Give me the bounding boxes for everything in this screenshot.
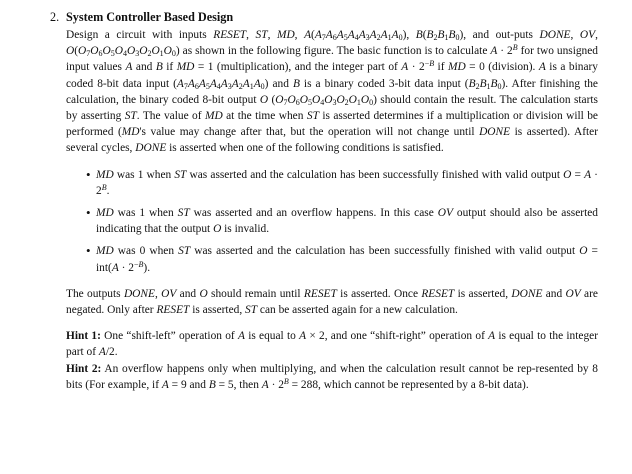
outputs-paragraph: The outputs DONE, OV and O should remain until RESET is asserted. Once RESET is asserted, DONE and OV are negated. Only after RESET is asserted, ST can be asserted again for a new calculation.: [66, 287, 598, 317]
hint-2-label: Hint 2:: [66, 362, 102, 375]
section-body: [66, 27, 598, 393]
hint-1-label: Hint 1:: [66, 330, 101, 343]
list-item: • MD was 1 when ST was asserted and an overflow happens. In this case OV output should also be asserted indicating that the output O is invalid.: [66, 205, 598, 237]
list-item: • MD was 0 when ST was asserted and the calculation has been successfully finished with valid output $O = int(A \cdot 2^{-B})$.: [66, 243, 598, 275]
section-title: System Controller Based Design: [66, 10, 234, 24]
section-number: 2.: [50, 10, 60, 24]
list-item: • MD was 1 when ST was asserted and the calculation has been successfully finished with valid output $O = A \cdot 2^B$.: [66, 167, 598, 199]
section-heading: [50, 9, 233, 25]
hint-1: Hint 1: One “shift-left” operation of A is equal to A × 2, and one “shift-right” operation of A is equal to the integer part of A/2.: [66, 330, 598, 359]
problem-description-paragraph: Design a circuit with inputs RESET, ST, MD, $A(A_7A_6A_5A_4A_3A_2A_1A_0)$, $B(B_2B_1B_0)$, and out-puts DONE, OV, $O(O_7O_6O_5O_4O_3O_2O_1O_0)$ as shown in the following figure. The basic function is to calculate $A \cdot 2^B$ for two unsigned input values A and B if MD = 1 (multiplication), and the integer part of $A \cdot 2^{-B}$ if MD = 0 (division). A is a binary coded 8-bit data input $(A_7A_6A_5A_4A_3A_2A_1A_0)$ and B is a binary coded 3-bit data input $(B_2B_1B_0)$. After finishing the calculation, the binary coded 8-bit output O $(O_7O_6O_5O_4O_3O_2O_1O_0)$ should contain the result. The calculation starts by asserting ST. The value of MD at the time when ST is asserted determines if a multiplication or division will be performed (MD's value may change after that, but the operation will not change until DONE is asserted). After several cycles, DONE is asserted when one of the following conditions is satisfied.: [66, 29, 599, 155]
conditions-list: [66, 167, 598, 276]
hint-2: Hint 2: An overflow happens only when multiplying, and when the calculation result cannot be rep-resented by 8 bits (For example, if A = 9 and B = 5, then $A \cdot 2^B = 288$, which cannot be represented by a 8-bit data).: [66, 362, 598, 391]
